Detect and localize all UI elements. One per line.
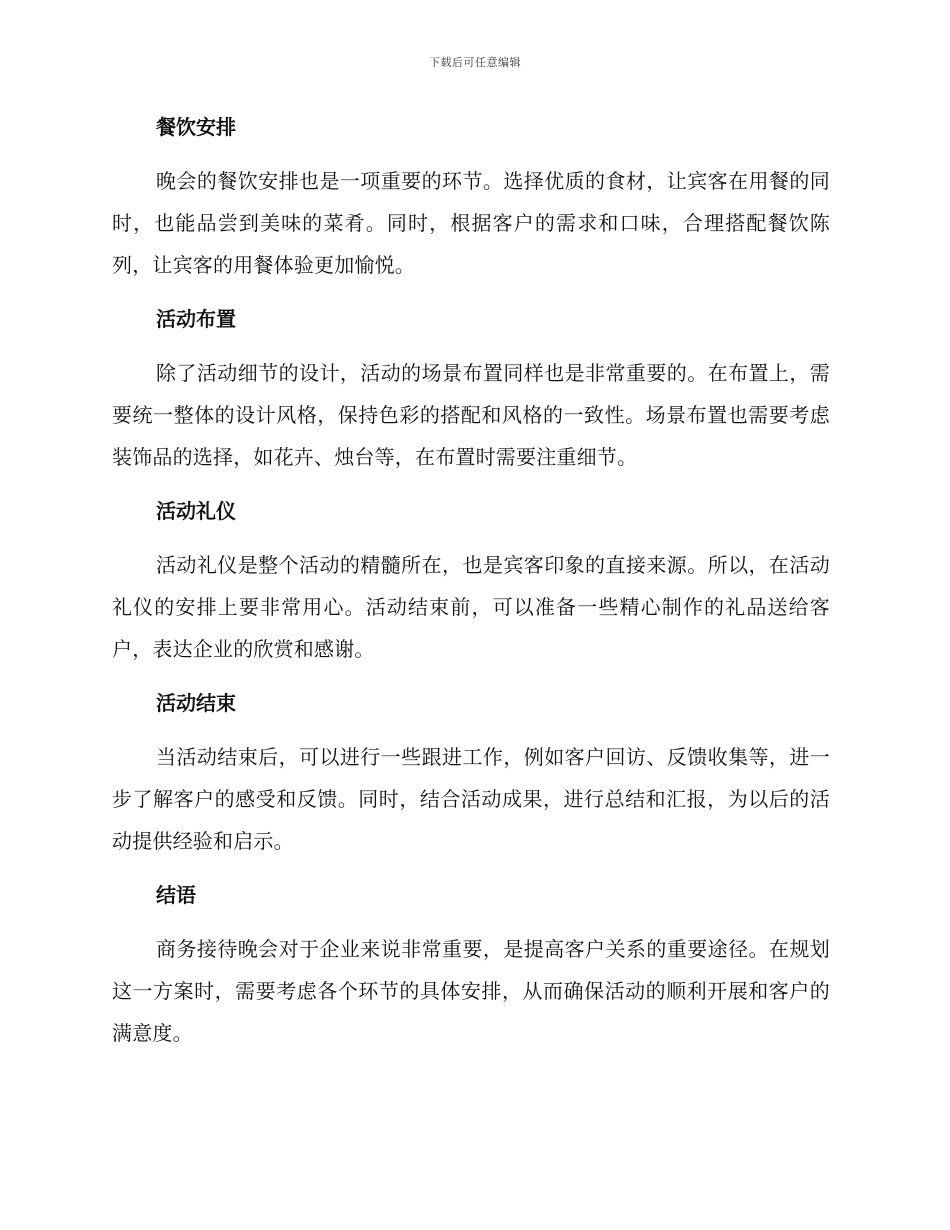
- section-catering: [112, 110, 830, 286]
- section-heading: 活动结束: [156, 691, 236, 715]
- section-paragraph: 除了活动细节的设计，活动的场景布置同样也是非常重要的。在布置上，需要统一整体的设计风格，保持色彩的搭配和风格的一致性。场景布置也需要考虑装饰品的选择，如花卉、烛台等，在布置时需要注重细节。: [112, 361, 830, 469]
- section-decoration: [112, 302, 830, 478]
- section-etiquette: [112, 494, 830, 670]
- section-heading: 结语: [156, 883, 196, 907]
- section-paragraph: 当活动结束后，可以进行一些跟进工作，例如客户回访、反馈收集等，进一步了解客户的感受和反馈。同时，结合活动成果，进行总结和汇报，为以后的活动提供经验和启示。: [112, 745, 830, 853]
- document-content: [112, 110, 830, 1070]
- section-paragraph: 活动礼仪是整个活动的精髓所在，也是宾客印象的直接来源。所以，在活动礼仪的安排上要非常用心。活动结束前，可以准备一些精心制作的礼品送给客户，表达企业的欣赏和感谢。: [112, 553, 830, 661]
- section-conclusion: [112, 878, 830, 1054]
- section-paragraph: 商务接待晚会对于企业来说非常重要，是提高客户关系的重要途径。在规划这一方案时，需要考虑各个环节的具体安排，从而确保活动的顺利开展和客户的满意度。: [112, 937, 830, 1045]
- section-heading: 活动礼仪: [156, 499, 236, 523]
- section-heading: 活动布置: [156, 307, 236, 331]
- header-note: 下载后可任意编辑: [429, 56, 521, 69]
- section-ending: [112, 686, 830, 862]
- section-heading: 餐饮安排: [156, 115, 236, 139]
- section-paragraph: 晚会的餐饮安排也是一项重要的环节。选择优质的食材，让宾客在用餐的同时，也能品尝到美味的菜肴。同时，根据客户的需求和口味，合理搭配餐饮陈列，让宾客的用餐体验更加愉悦。: [112, 169, 830, 277]
